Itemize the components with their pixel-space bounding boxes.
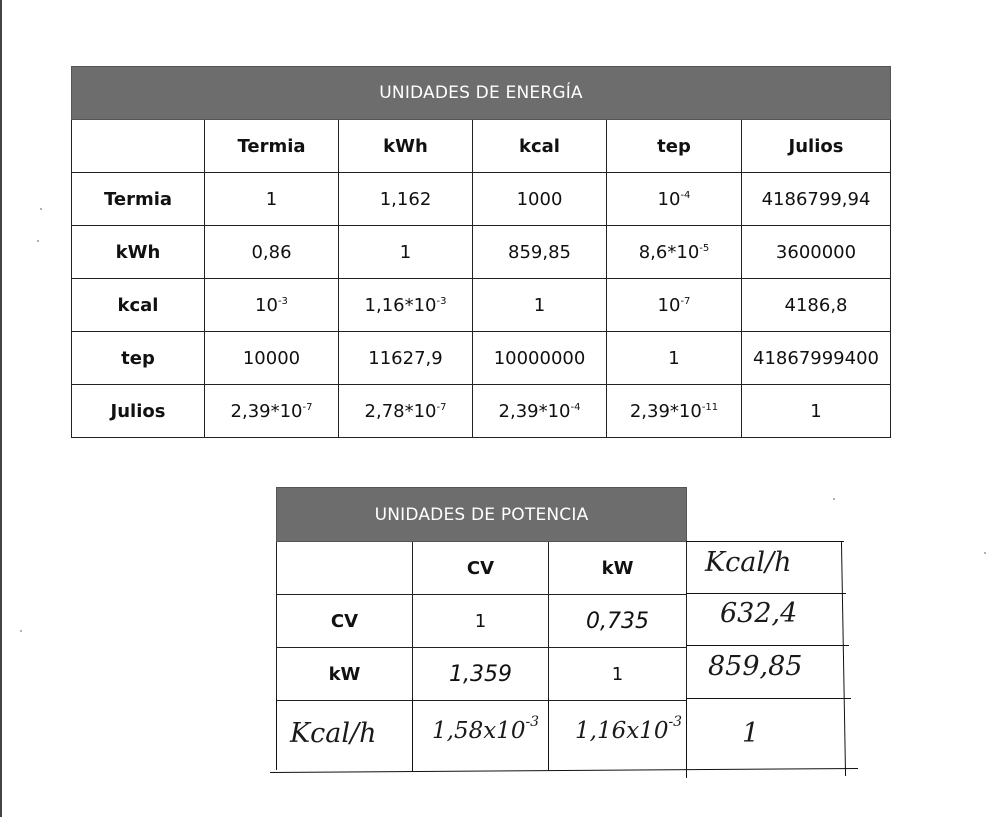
scan-speck [20, 630, 22, 632]
scan-speck [40, 208, 42, 210]
power-table-title: UNIDADES DE POTENCIA [277, 488, 687, 542]
table-cell: $10^{-3}$ [205, 279, 339, 332]
column-header: tep [607, 120, 742, 173]
column-header [277, 542, 413, 595]
column-header: kcal [473, 120, 607, 173]
handwritten-line [276, 698, 277, 770]
table-row [277, 595, 687, 648]
scan-speck [984, 552, 986, 554]
handwritten-line [686, 593, 846, 594]
table-cell: 1,162 [339, 173, 473, 226]
handwritten-line [686, 698, 687, 778]
table-row [72, 279, 891, 332]
handwritten-column-header: Kcal/h [705, 547, 792, 578]
table-cell: 10000 [205, 332, 339, 385]
table-cell: 1000 [473, 173, 607, 226]
power-header-row [277, 542, 687, 595]
table-cell: 1 [473, 279, 607, 332]
handwritten-value: 632,4 [720, 598, 798, 629]
table-cell: $2,39*10^{-11}$ [607, 385, 742, 438]
table-cell: 4186799,94 [742, 173, 891, 226]
handwritten-value: 859,85 [708, 651, 803, 682]
table-cell: 41867999400 [742, 332, 891, 385]
row-header: kW [277, 648, 413, 701]
handwritten-line [841, 541, 846, 776]
row-header: Termia [72, 173, 205, 226]
handwritten-value: 1 [742, 718, 760, 749]
row-header: CV [277, 595, 413, 648]
table-cell: 1 [742, 385, 891, 438]
column-header: kWh [339, 120, 473, 173]
handwritten-row-header: Kcal/h [290, 718, 377, 749]
table-row [72, 173, 891, 226]
table-cell: $2,39*10^{-4}$ [473, 385, 607, 438]
table-cell: 1 [205, 173, 339, 226]
handwritten-line [686, 541, 844, 542]
column-header [72, 120, 205, 173]
table-cell: 3600000 [742, 226, 891, 279]
table-cell: $10^{-7}$ [607, 279, 742, 332]
handwritten-line [686, 645, 849, 646]
scan-speck [833, 498, 835, 500]
table-cell: $2,39*10^{-7}$ [205, 385, 339, 438]
handwritten-line [548, 698, 549, 771]
table-cell: 11627,9 [339, 332, 473, 385]
power-units-table [276, 487, 687, 701]
table-row [72, 385, 891, 438]
handwritten-value: $1,58x10^{-3}$ [432, 714, 540, 744]
column-header: Termia [205, 120, 339, 173]
handwritten-line [412, 698, 413, 772]
column-header: kW [549, 542, 687, 595]
row-header: kWh [72, 226, 205, 279]
table-cell: 1 [413, 595, 549, 648]
table-cell: 10000000 [473, 332, 607, 385]
table-row [277, 648, 687, 701]
table-row [72, 332, 891, 385]
table-cell [549, 595, 687, 648]
row-header: tep [72, 332, 205, 385]
table-cell: 1 [549, 648, 687, 701]
handwritten-value: 0,735 [586, 608, 649, 634]
row-header: Julios [72, 385, 205, 438]
table-cell: $10^{-4}$ [607, 173, 742, 226]
row-header: kcal [72, 279, 205, 332]
scan-speck [37, 240, 39, 242]
table-cell [413, 648, 549, 701]
table-cell: 859,85 [473, 226, 607, 279]
table-cell: $8,6*10^{-5}$ [607, 226, 742, 279]
energy-table-title: UNIDADES DE ENERGÍA [72, 67, 891, 120]
column-header: Julios [742, 120, 891, 173]
handwritten-value: 1,359 [449, 661, 512, 687]
handwritten-value: $1,16x10^{-3}$ [575, 714, 683, 744]
table-cell: 4186,8 [742, 279, 891, 332]
scan-edge [0, 0, 2, 817]
table-cell: 1 [607, 332, 742, 385]
energy-units-table [71, 66, 891, 438]
table-cell: 1 [339, 226, 473, 279]
handwritten-line [686, 698, 851, 699]
table-cell: $2,78*10^{-7}$ [339, 385, 473, 438]
column-header: CV [413, 542, 549, 595]
table-cell: 0,86 [205, 226, 339, 279]
table-row [72, 226, 891, 279]
energy-header-row [72, 120, 891, 173]
handwritten-line [270, 768, 858, 773]
table-cell: $1,16*10^{-3}$ [339, 279, 473, 332]
